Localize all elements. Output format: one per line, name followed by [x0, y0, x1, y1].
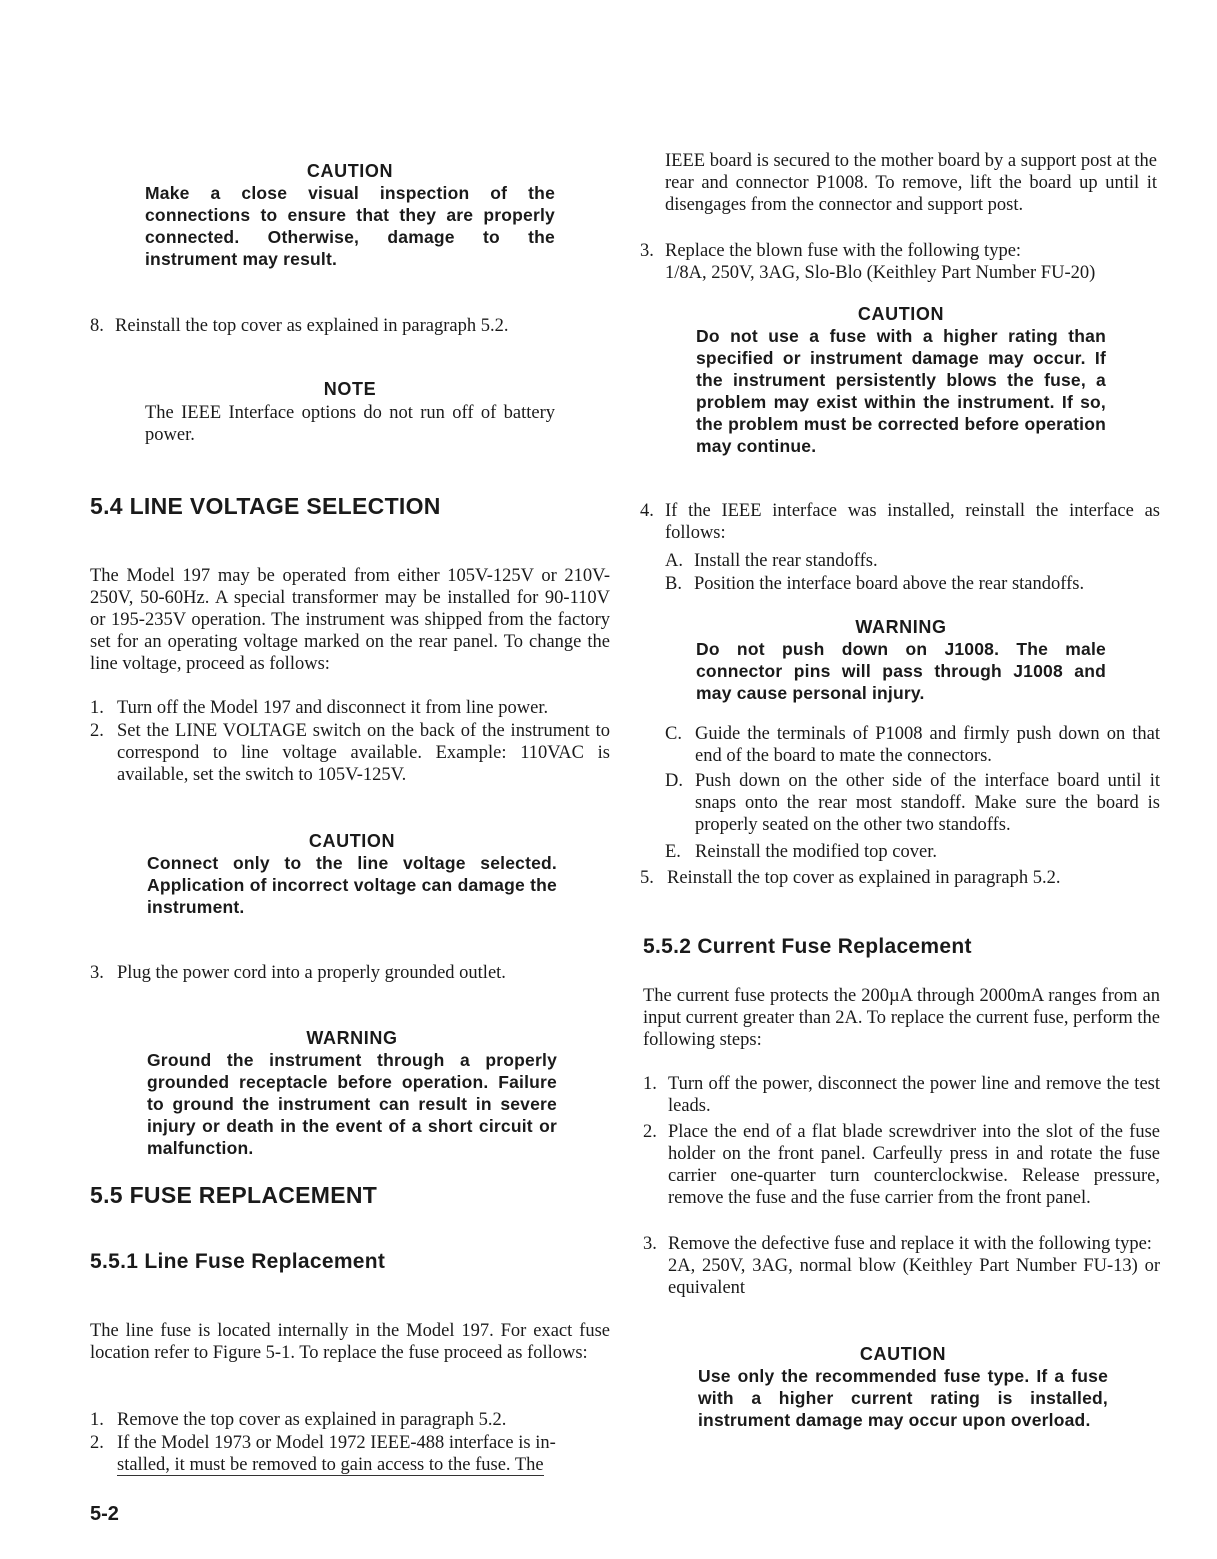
step-text-continued — [117, 1454, 610, 1476]
step-number: 4. — [640, 501, 654, 521]
caution-title: CAUTION — [857, 304, 945, 324]
step-item — [90, 1409, 610, 1431]
step-text: Plug the power cord into a properly grounded outlet. — [117, 963, 506, 983]
step-text: If the Model 1973 or Model 1972 IEEE-488 interface is in- — [117, 1433, 556, 1453]
sub-step-item — [665, 573, 1160, 595]
step-number: 3. — [640, 241, 654, 261]
caution-text: Use only the recommended fuse type. If a fuse with a higher current rating is installed, instrument damage may occur upon overload. — [698, 1366, 1108, 1430]
step-number: 1. — [643, 1074, 657, 1094]
sub-step-letter: E. — [665, 842, 681, 862]
step-number: 2. — [90, 721, 104, 741]
step-text: Reinstall the top cover as explained in paragraph 5.2. — [667, 868, 1061, 888]
sub-step-letter: A. — [665, 551, 683, 571]
step-number: 2. — [643, 1122, 657, 1142]
step-text: Place the end of a flat blade screwdriver into the slot of the fuse holder on the front panel. Carfeully press in and rotate the fuse carrier one-quarter turn counterclockwise. Release pressure, remove the fuse and the fuse carrier from the front panel. — [668, 1122, 1160, 1208]
note-text: The IEEE Interface options do not run off of battery power. — [145, 403, 555, 445]
step-item — [90, 315, 610, 337]
caution-text: Make a close visual inspection of the connections to ensure that they are properly connected. Otherwise, damage to the instrument may result. — [145, 183, 555, 269]
step-number: 3. — [643, 1234, 657, 1254]
sub-step-item — [665, 770, 1160, 836]
step-item — [643, 1073, 1160, 1117]
note-title: NOTE — [323, 379, 377, 399]
step-number: 1. — [90, 1410, 104, 1430]
step-number: 8. — [90, 316, 104, 336]
sub-step-text: Position the interface board above the rear standoffs. — [694, 574, 1085, 594]
part-spec: 1/8A, 250V, 3AG, Slo-Blo (Keithley Part Number FU-20) — [665, 263, 1096, 283]
warning-text: Do not push down on J1008. The male connector pins will pass through J1008 and may cause personal injury. — [696, 639, 1106, 703]
step-text-underlined: stalled, it must be removed to gain access to the fuse. The — [117, 1455, 544, 1475]
step-text: Reinstall the top cover as explained in paragraph 5.2. — [115, 316, 509, 336]
step-item — [643, 1121, 1160, 1209]
step-item — [643, 1233, 1160, 1299]
step-number: 3. — [90, 963, 104, 983]
warning-text: Ground the instrument through a properly grounded receptacle before operation. Failure to ground the instrument can result in severe injury or death in the event of a short circuit or malfunction. — [147, 1050, 557, 1158]
step-item — [90, 962, 610, 984]
step-item — [640, 500, 1160, 544]
sub-step-letter: B. — [665, 574, 682, 594]
subsection-heading: 5.5.1 Line Fuse Replacement — [90, 1250, 386, 1273]
step-text: Set the LINE VOLTAGE switch on the back of the instrument to correspond to line voltage available. Example: 110VAC is available, set the switch to 105V-125V. — [117, 721, 610, 785]
sub-step-item — [665, 841, 1160, 863]
sub-step-letter: C. — [665, 724, 682, 744]
step-text: Turn off the Model 197 and disconnect it from line power. — [117, 698, 549, 718]
step-text: Replace the blown fuse with the following type: — [665, 241, 1022, 261]
step-text: If the IEEE interface was installed, reinstall the interface as follows: — [665, 501, 1160, 543]
part-spec: 2A, 250V, 3AG, normal blow (Keithley Part Number FU-13) or equivalent — [668, 1256, 1160, 1298]
step-item — [90, 720, 610, 786]
caution-title: CAUTION — [306, 161, 394, 181]
step-text: Turn off the power, disconnect the power line and remove the test leads. — [668, 1074, 1160, 1116]
sub-step-text: Push down on the other side of the interface board until it snaps onto the rear most standoff. Make sure the board is properly seated on the other two standoffs. — [695, 771, 1160, 835]
section-intro: The Model 197 may be operated from either 105V-125V or 210V-250V, 50-60Hz. A special transformer may be installed for 90-110V or 195-235V operation. The instrument was shipped from the factory set for an operating voltage marked on the rear panel. To change the line voltage, proceed as follows: — [90, 566, 610, 674]
sub-step-letter: D. — [665, 771, 683, 791]
section-heading: 5.5 FUSE REPLACEMENT — [90, 1182, 378, 1208]
section-intro: The line fuse is located internally in the Model 197. For exact fuse location refer to Figure 5-1. To replace the fuse proceed as follows: — [90, 1321, 610, 1363]
warning-title: WARNING — [306, 1028, 398, 1048]
step-number: 2. — [90, 1433, 104, 1453]
step-item — [90, 697, 610, 719]
step-number: 1. — [90, 698, 104, 718]
section-heading: 5.4 LINE VOLTAGE SELECTION — [90, 493, 441, 519]
caution-title: CAUTION — [859, 1344, 947, 1364]
continued-text: IEEE board is secured to the mother board by a support post at the rear and connector P1008. To remove, lift the board up until it disengages from the connector and support post. — [665, 151, 1157, 215]
warning-title: WARNING — [855, 617, 947, 637]
caution-text: Do not use a fuse with a higher rating than specified or instrument damage may occur. If the instrument persistently blows the fuse, a problem may exist within the instrument. If so, the problem must be corrected before operation may continue. — [696, 326, 1106, 456]
sub-step-text: Guide the terminals of P1008 and firmly push down on that end of the board to mate the connectors. — [695, 724, 1160, 766]
sub-step-text: Reinstall the modified top cover. — [695, 842, 937, 862]
step-number: 5. — [640, 868, 654, 888]
subsection-heading: 5.5.2 Current Fuse Replacement — [643, 935, 972, 958]
section-intro: The current fuse protects the 200µA through 2000mA ranges from an input current greater than 2A. To replace the current fuse, perform the following steps: — [643, 986, 1160, 1050]
caution-title: CAUTION — [308, 831, 396, 851]
sub-step-text: Install the rear standoffs. — [694, 551, 878, 571]
sub-step-item — [665, 550, 1160, 572]
caution-text: Connect only to the line voltage selected. Application of incorrect voltage can damage the instrument. — [147, 853, 557, 917]
step-item — [640, 867, 1160, 889]
step-item — [90, 1432, 610, 1454]
step-text: Remove the defective fuse and replace it with the following type: — [668, 1234, 1152, 1254]
sub-step-item — [665, 723, 1160, 767]
page-number: 5-2 — [90, 1503, 119, 1525]
step-text: Remove the top cover as explained in paragraph 5.2. — [117, 1410, 507, 1430]
step-item — [640, 240, 1160, 284]
